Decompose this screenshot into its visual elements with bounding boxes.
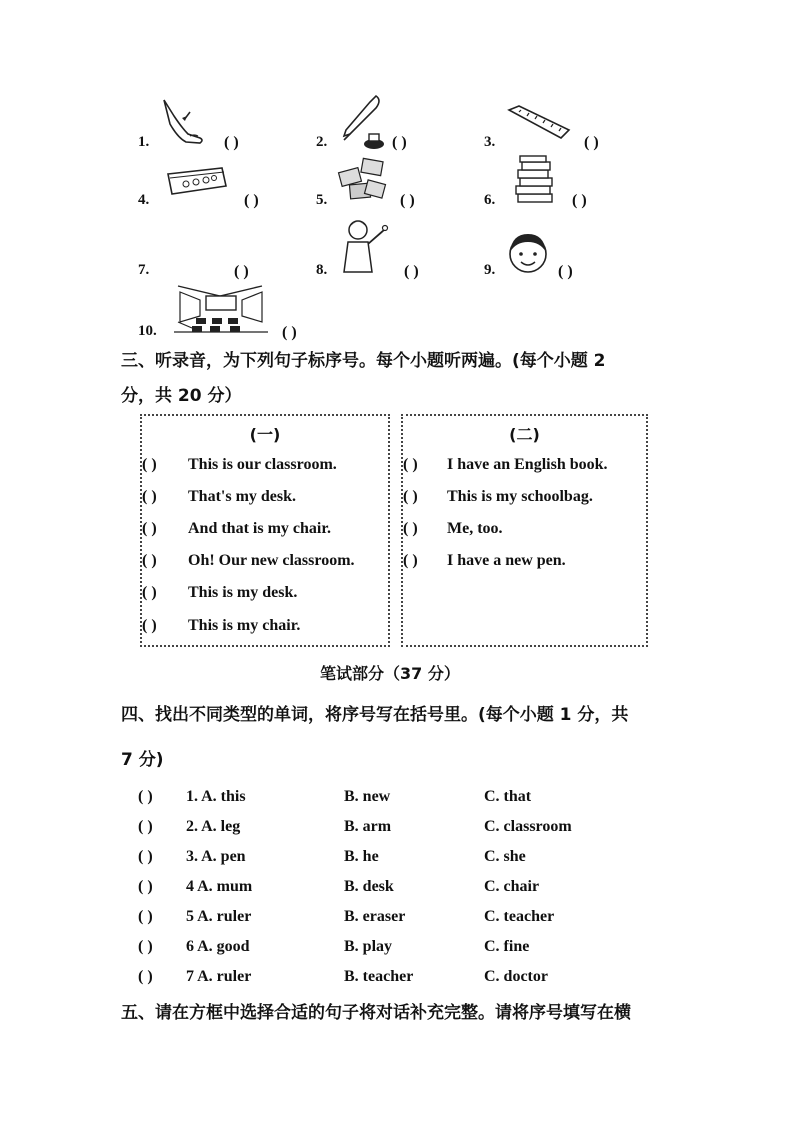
books-stack-icon [512, 154, 556, 204]
row-option-b: B. teacher [344, 968, 414, 985]
box2-paren-4[interactable]: ( ) [403, 552, 418, 569]
box1-sentence-2: That's my desk. [188, 488, 297, 505]
item-4-answer[interactable]: ( ) [244, 192, 259, 209]
box1-sentence-4: Oh! Our new classroom. [188, 552, 355, 569]
classroom-icon [172, 282, 270, 338]
row-answer-paren[interactable]: ( ) [138, 968, 153, 985]
table-row [0, 938, 794, 968]
row-option-a: 7 A. ruler [186, 968, 252, 985]
item-1-number: 1. [138, 134, 150, 150]
row-option-c: C. teacher [484, 908, 555, 925]
table-row [0, 788, 794, 818]
box2-sentence-2: This is my schoolbag. [447, 488, 593, 505]
table-row [0, 878, 794, 908]
box1-sentence-6: This is my chair. [188, 617, 301, 634]
row-option-b: B. play [344, 938, 393, 955]
item-6-number: 6. [484, 192, 496, 208]
item-8-number: 8. [316, 262, 328, 278]
row-option-a: 4 A. mum [186, 878, 253, 895]
row-option-a: 1. A. this [186, 788, 246, 805]
row-answer-paren[interactable]: ( ) [138, 788, 153, 805]
box2-sentence-3: Me, too. [447, 520, 503, 537]
box2-sentence-4: I have a new pen. [447, 552, 566, 569]
box1-paren-4[interactable]: ( ) [142, 552, 157, 569]
row-answer-paren[interactable]: ( ) [138, 938, 153, 955]
row-option-a: 2. A. leg [186, 818, 241, 835]
teacher-icon [340, 216, 390, 276]
row-answer-paren[interactable]: ( ) [138, 848, 153, 865]
row-option-b: B. desk [344, 878, 394, 895]
item-10-number: 10. [138, 323, 157, 339]
box2-title: (二) [509, 425, 540, 444]
written-part-title: 笔试部分（37 分） [320, 664, 460, 683]
row-option-c: C. chair [484, 878, 540, 895]
row-option-c: C. she [484, 848, 526, 865]
item-1-answer[interactable]: ( ) [224, 134, 239, 151]
item-4-number: 4. [138, 192, 150, 208]
row-option-a: 5 A. ruler [186, 908, 252, 925]
sentence-box-2 [401, 414, 648, 647]
cards-icon [336, 156, 388, 208]
item-6-answer[interactable]: ( ) [572, 192, 587, 209]
item-5-number: 5. [316, 192, 328, 208]
box2-sentence-1: I have an English book. [447, 456, 608, 473]
row-option-c: C. fine [484, 938, 530, 955]
row-option-c: C. doctor [484, 968, 548, 985]
box2-paren-1[interactable]: ( ) [403, 456, 418, 473]
box1-paren-6[interactable]: ( ) [142, 617, 157, 634]
row-option-c: C. that [484, 788, 532, 805]
item-7-answer[interactable]: ( ) [234, 263, 249, 280]
row-answer-paren[interactable]: ( ) [138, 878, 153, 895]
table-row [0, 848, 794, 878]
box1-sentence-5: This is my desk. [188, 584, 298, 601]
boy-face-icon [506, 230, 550, 276]
row-option-b: B. new [344, 788, 391, 805]
box2-paren-3[interactable]: ( ) [403, 520, 418, 537]
section3-heading-line1: 三、听录音，为下列句子标序号。每个小题听两遍。(每个小题 2 [121, 351, 606, 371]
item-9-answer[interactable]: ( ) [558, 263, 573, 280]
box1-paren-1[interactable]: ( ) [142, 456, 157, 473]
table-row [0, 908, 794, 938]
box2-paren-2[interactable]: ( ) [403, 488, 418, 505]
item-8-answer[interactable]: ( ) [404, 263, 419, 280]
box1-paren-3[interactable]: ( ) [142, 520, 157, 537]
row-option-b: B. eraser [344, 908, 406, 925]
row-option-b: B. he [344, 848, 379, 865]
row-answer-paren[interactable]: ( ) [138, 908, 153, 925]
item-3-number: 3. [484, 134, 496, 150]
section4-heading-line2: 7 分) [121, 750, 164, 770]
section4-heading-line1: 四、找出不同类型的单词，将序号写在括号里。(每个小题 1 分，共 [121, 705, 629, 725]
row-option-c: C. classroom [484, 818, 572, 835]
fountain-pen-icon [336, 94, 386, 152]
pencil-box-icon [164, 166, 230, 198]
table-row [0, 968, 794, 998]
box1-title: (一) [249, 425, 281, 444]
item-5-answer[interactable]: ( ) [400, 192, 415, 209]
box1-paren-2[interactable]: ( ) [142, 488, 157, 505]
item-2-number: 2. [316, 134, 328, 150]
hand-pointing-icon [160, 98, 208, 148]
box1-sentence-1: This is our classroom. [188, 456, 337, 473]
item-9-number: 9. [484, 262, 496, 278]
item-2-answer[interactable]: ( ) [392, 134, 407, 151]
row-answer-paren[interactable]: ( ) [138, 818, 153, 835]
row-option-b: B. arm [344, 818, 392, 835]
item-10-answer[interactable]: ( ) [282, 324, 297, 341]
item-7-number: 7. [138, 262, 150, 278]
section5-heading-line1: 五、请在方框中选择合适的句子将对话补充完整。请将序号填写在横 [121, 1003, 631, 1023]
box1-paren-5[interactable]: ( ) [142, 584, 157, 601]
item-3-answer[interactable]: ( ) [584, 134, 599, 151]
section3-heading-line2: 分，共 20 分） [121, 386, 242, 406]
table-row [0, 818, 794, 848]
box1-sentence-3: And that is my chair. [188, 520, 331, 537]
row-option-a: 3. A. pen [186, 848, 246, 865]
row-option-a: 6 A. good [186, 938, 250, 955]
ruler-icon [505, 104, 571, 144]
